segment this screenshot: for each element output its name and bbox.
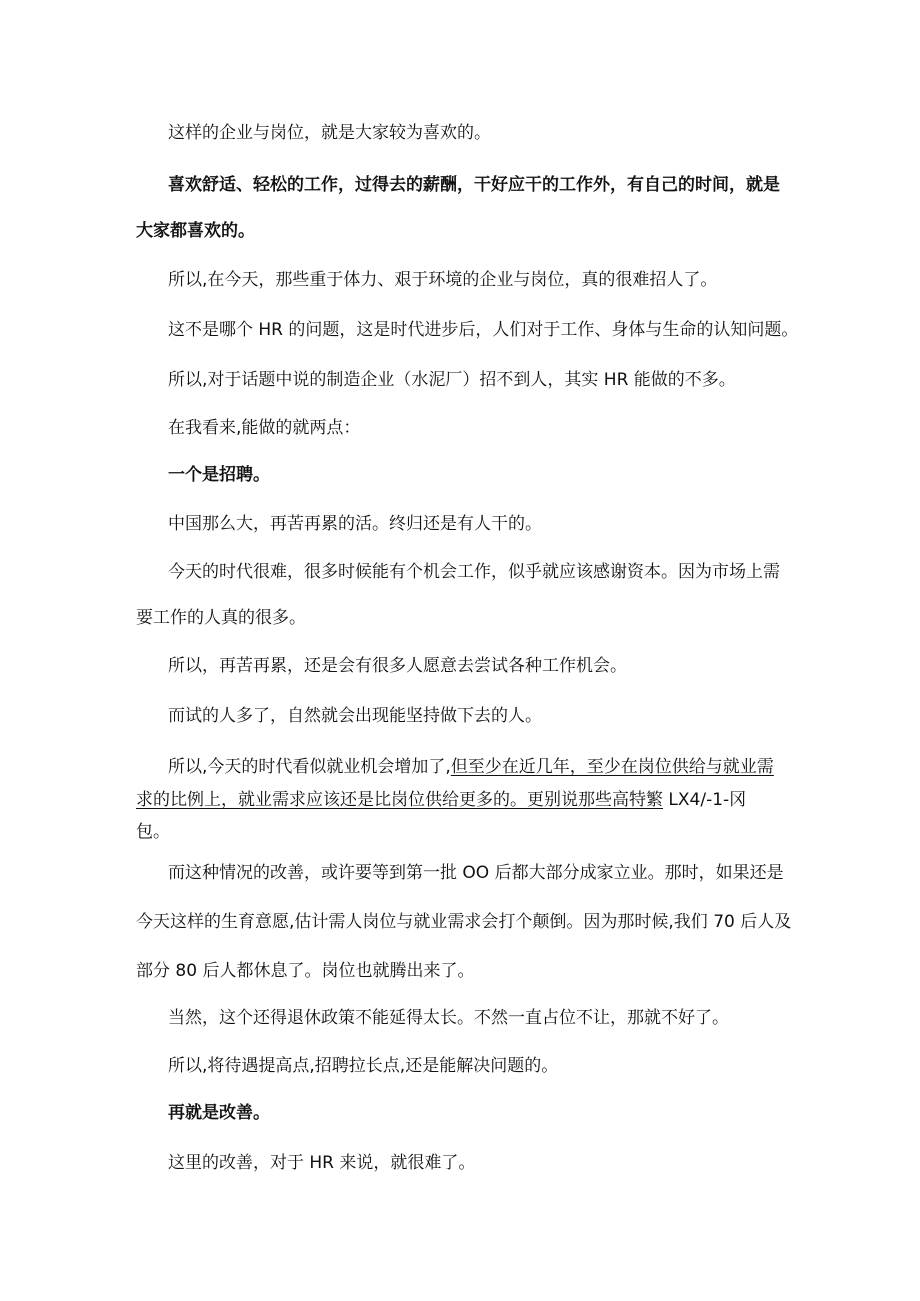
paragraph: 中国那么大，再苦再累的活。终归还是有人干的。 — [168, 514, 542, 534]
paragraph-mixed — [168, 756, 774, 778]
bold-paragraph-continuation: 大家都喜欢的。 — [136, 221, 255, 241]
paragraph-continuation: 部分 80 后人都休息了。岗位也就腾出来了。 — [136, 961, 475, 981]
plain-text: 所以,今天的时代看似就业机会增加了, — [168, 757, 451, 777]
paragraph: 而试的人多了，自然就会出现能坚持做下去的人。 — [168, 706, 542, 726]
paragraph: 今天的时代很难，很多时候能有个机会工作，似乎就应该感谢资本。因为市场上需 — [168, 562, 780, 582]
paragraph: 这不是哪个 HR 的问题，这是时代进步后，人们对于工作、身体与生命的认知问题。 — [168, 320, 799, 340]
section-heading: 一个是招聘。 — [168, 465, 270, 485]
paragraph: 所以,在今天，那些重于体力、艰于环境的企业与岗位，真的很难招人了。 — [168, 270, 718, 290]
paragraph: 当然，这个还得退休政策不能延得太长。不然一直占位不让，那就不好了。 — [168, 1008, 729, 1028]
paragraph: 所以,对于话题中说的制造企业（水泥厂）招不到人，其实 HR 能做的不多。 — [168, 370, 736, 390]
section-heading: 再就是改善。 — [168, 1103, 270, 1123]
paragraph: 而这种情况的改善，或许要等到第一批 OO 后都大部分成家立业。那时，如果还是 — [168, 863, 784, 883]
underlined-text: 求的比例上，就业需求应该还是比岗位供给更多的。更别说那些高特繁 — [136, 790, 663, 810]
paragraph: 所以,将待遇提高点,招聘拉长点,还是能解决问题的。 — [168, 1056, 559, 1076]
paragraph: 所以，再苦再累，还是会有很多人愿意去尝试各种工作机会。 — [168, 656, 627, 676]
underlined-text: 但至少在近几年，至少在岗位供给与就业需 — [450, 757, 774, 777]
paragraph: 这里的改善，对于 HR 来说，就很难了。 — [168, 1153, 476, 1173]
paragraph-continuation: 今天这样的生育意愿,估计需人岗位与就业需求会打个颠倒。因为那时候,我们 70 后人及 — [136, 912, 792, 932]
paragraph: 在我看来,能做的就两点： — [168, 418, 361, 438]
paragraph-mixed-continuation — [136, 789, 746, 811]
paragraph-continuation: 要工作的人真的很多。 — [136, 608, 306, 628]
paragraph-continuation: 包。 — [136, 822, 170, 842]
paragraph: 这样的企业与岗位，就是大家较为喜欢的。 — [168, 123, 491, 143]
plain-text: LX4/-1-冈 — [663, 790, 747, 810]
bold-paragraph: 喜欢舒适、轻松的工作，过得去的薪酬，干好应干的工作外，有自己的时间，就是 — [168, 175, 780, 195]
